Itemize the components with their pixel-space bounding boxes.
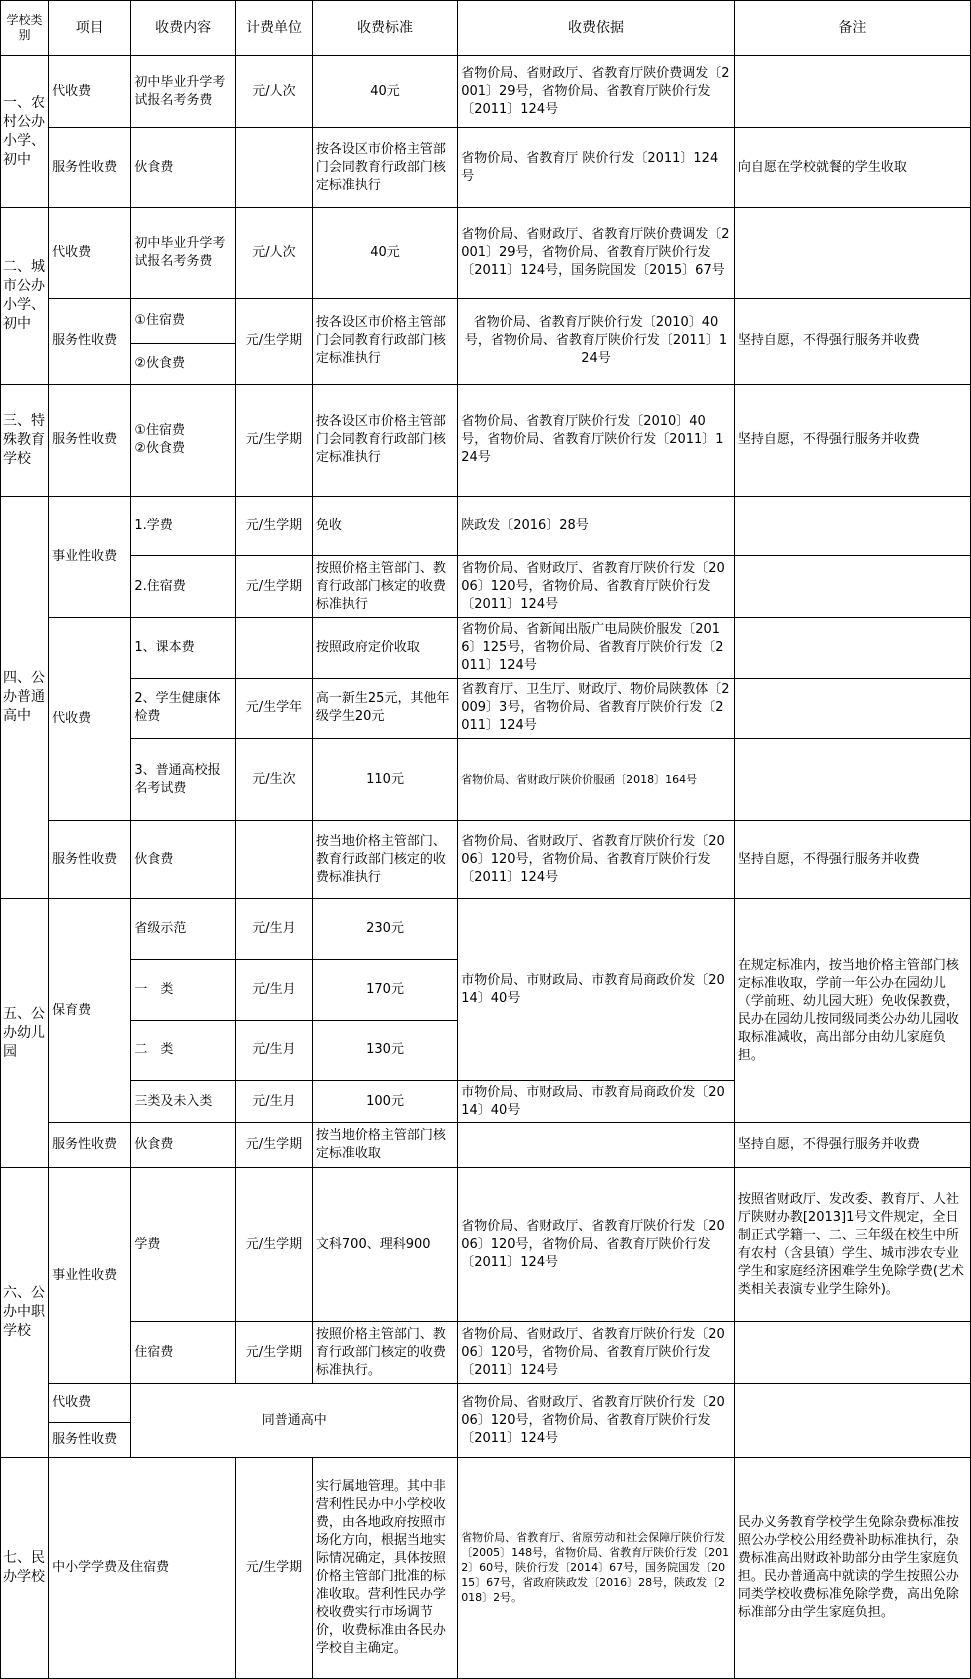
basis-cell: 省物价局、省教育厅陕价行发〔2010〕40号，省物价局、省教育厅陕价行发〔2011〕124号 [458,385,735,497]
remark-cell [734,556,970,618]
table-row [1,128,971,208]
content-cell: 二 类 [131,1020,236,1081]
basis-cell: 市物价局、市财政局、市教育局商政价发〔2014〕40号 [458,1081,735,1123]
item-cell: 事业性收费 [49,496,131,617]
unit-cell: 元/生学期 [236,1457,313,1678]
item-cell: 服务性收费 [49,298,131,384]
unit-cell: 元/生月 [236,960,313,1021]
item-cell: 代收费 [49,1384,131,1423]
content-cell: 3、普通高校报名考试费 [131,739,236,821]
standard-cell: 免收 [312,496,457,556]
item-cell: 中小学学费及住宿费 [49,1457,236,1678]
basis-cell: 省物价局、省教育厅 陕价行发〔2011〕124号 [458,128,735,208]
school-type-cell: 三、特殊教育学校 [1,385,49,497]
remark-cell [734,496,970,556]
unit-cell: 元/生学期 [236,298,313,384]
content-cell: ②伙食费 [131,343,236,384]
content-cell: 初中毕业升学考试报名考务费 [131,56,236,128]
table-row [1,298,971,343]
table-row [1,1384,971,1423]
unit-cell: 元/人次 [236,56,313,128]
standard-cell: 按各设区市价格主管部门会同教育行政部门核定标准执行 [312,128,457,208]
standard-cell: 按各设区市价格主管部门会同教育行政部门核定标准执行 [312,298,457,384]
standard-cell: 按照政府定价收取 [312,618,457,679]
unit-cell: 元/生学年 [236,678,313,739]
standard-cell: 100元 [312,1081,457,1123]
content-cell: 1.学费 [131,496,236,556]
table-row [1,385,971,497]
standard-cell: 按当地价格主管部门核定标准收取 [312,1123,457,1168]
standard-cell: 高一新生25元，其他年级学生20元 [312,678,457,739]
unit-cell: 元/生月 [236,1020,313,1081]
basis-cell: 省物价局、省财政厅、省教育厅陕价行发〔2006〕120号，省物价局、省教育厅陕价行发〔2011〕124号 [458,556,735,618]
remark-cell [734,618,970,679]
basis-cell: 省物价局、省财政厅、省教育厅陕价行发〔2006〕120号，省物价局、省教育厅陕价行发〔2011〕124号 [458,1384,735,1458]
standard-cell: 按照价格主管部门、教育行政部门核定的收费标准执行。 [312,1322,457,1384]
unit-cell: 元/生学期 [236,1322,313,1384]
table-row [1,556,971,618]
header-content: 收费内容 [131,1,236,56]
remark-cell [734,739,970,821]
unit-cell: 元/生学期 [236,385,313,497]
content-cell: 伙食费 [131,1123,236,1168]
remark-cell [734,678,970,739]
header-item: 项目 [49,1,131,56]
header-standard: 收费标准 [312,1,457,56]
unit-cell: 元/生学期 [236,1123,313,1168]
header-remarks: 备注 [734,1,970,56]
item-cell: 事业性收费 [49,1168,131,1384]
standard-cell: 按各设区市价格主管部门会同教育行政部门核定标准执行 [312,385,457,497]
item-cell: 服务性收费 [49,128,131,208]
item-cell: 服务性收费 [49,1123,131,1168]
remark-cell: 按照省财政厅、发改委、教育厅、人社厅陕财办教[2013]1号文件规定，全日制正式学籍一、二、三年级在校生中所有农村（含县镇）学生、城市涉农专业学生和家庭经济困难学生免除学费(艺术类相关表演专业学生除外)。 [734,1168,970,1322]
basis-cell: 陕政发〔2016〕28号 [458,496,735,556]
basis-cell: 省教育厅、卫生厅、财政厅、物价局陕教体〔2009〕3号，省物价局、省教育厅陕价行发〔2011〕124号 [458,678,735,739]
basis-cell: 省物价局、省新闻出版广电局陕价服发〔2016〕125号，省物价局、省教育厅陕价行发〔2011〕124号 [458,618,735,679]
basis-cell [458,1123,735,1168]
content-cell: 住宿费 [131,1322,236,1384]
standard-cell: 130元 [312,1020,457,1081]
basis-cell: 省物价局、省财政厅、省教育厅陕价行发〔2006〕120号，省物价局、省教育厅陕价行发〔2011〕124号 [458,821,735,899]
content-cell: 2、学生健康体检费 [131,678,236,739]
remark-cell: 坚持自愿，不得强行服务并收费 [734,298,970,384]
basis-cell: 省物价局、省教育厅陕价行发〔2010〕40号，省物价局、省教育厅陕价行发〔2011〕124号 [458,298,735,384]
school-type-cell: 七、民办学校 [1,1457,49,1678]
remark-cell [734,208,970,298]
remark-cell [734,1322,970,1384]
school-type-cell: 六、公办中职学校 [1,1168,49,1458]
school-type-cell: 二、城市公办小学、初中 [1,208,49,385]
table-row [1,1322,971,1384]
header-basis: 收费依据 [458,1,735,56]
content-cell: 伙食费 [131,821,236,899]
standard-cell: 按当地价格主管部门、教育行政部门核定的收费标准执行 [312,821,457,899]
standard-cell: 文科700、理科900 [312,1168,457,1322]
item-cell: 保育费 [49,899,131,1123]
table-row [1,1168,971,1322]
content-cell: 省级示范 [131,899,236,960]
standard-cell: 40元 [312,208,457,298]
table-row [1,678,971,739]
remark-cell: 向自愿在学校就餐的学生收取 [734,128,970,208]
unit-cell [236,821,313,899]
basis-cell: 省物价局、省财政厅、省教育厅陕价行发〔2006〕120号，省物价局、省教育厅陕价行发〔2011〕124号 [458,1322,735,1384]
school-type-cell: 四、公办普通高中 [1,496,49,898]
header-unit: 计费单位 [236,1,313,56]
item-cell: 代收费 [49,56,131,128]
table-row [1,496,971,556]
content-cell: 伙食费 [131,128,236,208]
table-row [1,1457,971,1678]
unit-cell [236,618,313,679]
content-line: ②伙食费 [134,441,185,457]
unit-cell: 元/生学期 [236,1168,313,1322]
table-row [1,1123,971,1168]
remark-cell: 坚持自愿，不得强行服务并收费 [734,821,970,899]
school-type-cell: 一、农村公办小学、初中 [1,56,49,208]
standard-cell: 110元 [312,739,457,821]
table-row [1,739,971,821]
table-row [1,56,971,128]
unit-cell: 元/人次 [236,208,313,298]
basis-cell: 省物价局、省财政厅、省教育厅陕价行发〔2006〕120号，省物价局、省教育厅陕价行发〔2011〕124号 [458,1168,735,1322]
unit-cell [236,128,313,208]
item-cell: 服务性收费 [49,1423,131,1458]
content-cell: 学费 [131,1168,236,1322]
basis-cell: 省物价局、省教育厅、省原劳动和社会保障厅陕价行发〔2005〕148号，省物价局、省教育厅陕价行发〔2012〕60号，陕价行发〔2014〕67号，国务院国发〔2015〕67号，省政府陕政发〔2016〕28号，陕政发〔2018〕2号。 [458,1457,735,1678]
table-row [1,618,971,679]
unit-cell: 元/生月 [236,899,313,960]
standard-cell: 170元 [312,960,457,1021]
content-cell: 2.住宿费 [131,556,236,618]
basis-cell: 省物价局、省财政厅、省教育厅陕价费调发〔2001〕29号，省物价局、省教育厅陕价行发〔2011〕124号，国务院国发〔2015〕67号 [458,208,735,298]
header-school-type: 学校类别 [1,1,49,56]
item-cell: 代收费 [49,618,131,821]
content-cell: 一 类 [131,960,236,1021]
remark-cell: 民办义务教育学校学生免除杂费标准按照公办学校公用经费补助标准执行，杂费标准高出财政补助部分由学生家庭负担。民办普通高中就读的学生按照公办同类学校收费标准免除学费，高出免除标准部分由学生家庭负担。 [734,1457,970,1678]
content-cell: 1、课本费 [131,618,236,679]
same-as-cell: 同普通高中 [131,1384,458,1458]
unit-cell: 元/生学期 [236,556,313,618]
standard-cell: 按照价格主管部门、教育行政部门核定的收费标准执行 [312,556,457,618]
basis-cell: 省物价局、省财政厅、省教育厅陕价费调发〔2001〕29号，省物价局、省教育厅陕价行发〔2011〕124号 [458,56,735,128]
header-row [1,1,971,56]
remark-cell [734,56,970,128]
remark-cell: 坚持自愿，不得强行服务并收费 [734,385,970,497]
content-cell [131,385,236,497]
unit-cell: 元/生次 [236,739,313,821]
remark-cell: 坚持自愿，不得强行服务并收费 [734,1123,970,1168]
table-row [1,899,971,960]
item-cell: 服务性收费 [49,385,131,497]
remark-cell [734,1384,970,1458]
standard-cell: 实行属地管理。其中非营利性民办中小学校收费，由各地政府按照市场化方向，根据当地实际情况确定，具体按照价格主管部门批准的标准收取。营利性民办学校收费实行市场调节价，收费标准由各民办学校自主确定。 [312,1457,457,1678]
content-line: ①住宿费 [134,423,185,439]
standard-cell: 40元 [312,56,457,128]
unit-cell: 元/生月 [236,1081,313,1123]
remark-cell: 在规定标准内，按当地价格主管部门核定标准收取，学前一年公办在园幼儿（学前班、幼儿园大班）免收保教费，民办在园幼儿按同级同类公办幼儿园收取标准减收，高出部分由幼儿家庭负担。 [734,899,970,1123]
content-cell: ①住宿费 [131,298,236,343]
basis-cell: 省物价局、省财政厅陕价价服函〔2018〕164号 [458,739,735,821]
standard-cell: 230元 [312,899,457,960]
unit-cell: 元/生学期 [236,496,313,556]
table-row [1,208,971,298]
content-cell: 初中毕业升学考试报名考务费 [131,208,236,298]
table-row [1,821,971,899]
content-cell: 三类及未入类 [131,1081,236,1123]
item-cell: 代收费 [49,208,131,298]
school-type-cell: 五、公办幼儿园 [1,899,49,1168]
item-cell: 服务性收费 [49,821,131,899]
basis-cell: 市物价局、市财政局、市教育局商政价发〔2014〕40号 [458,899,735,1081]
